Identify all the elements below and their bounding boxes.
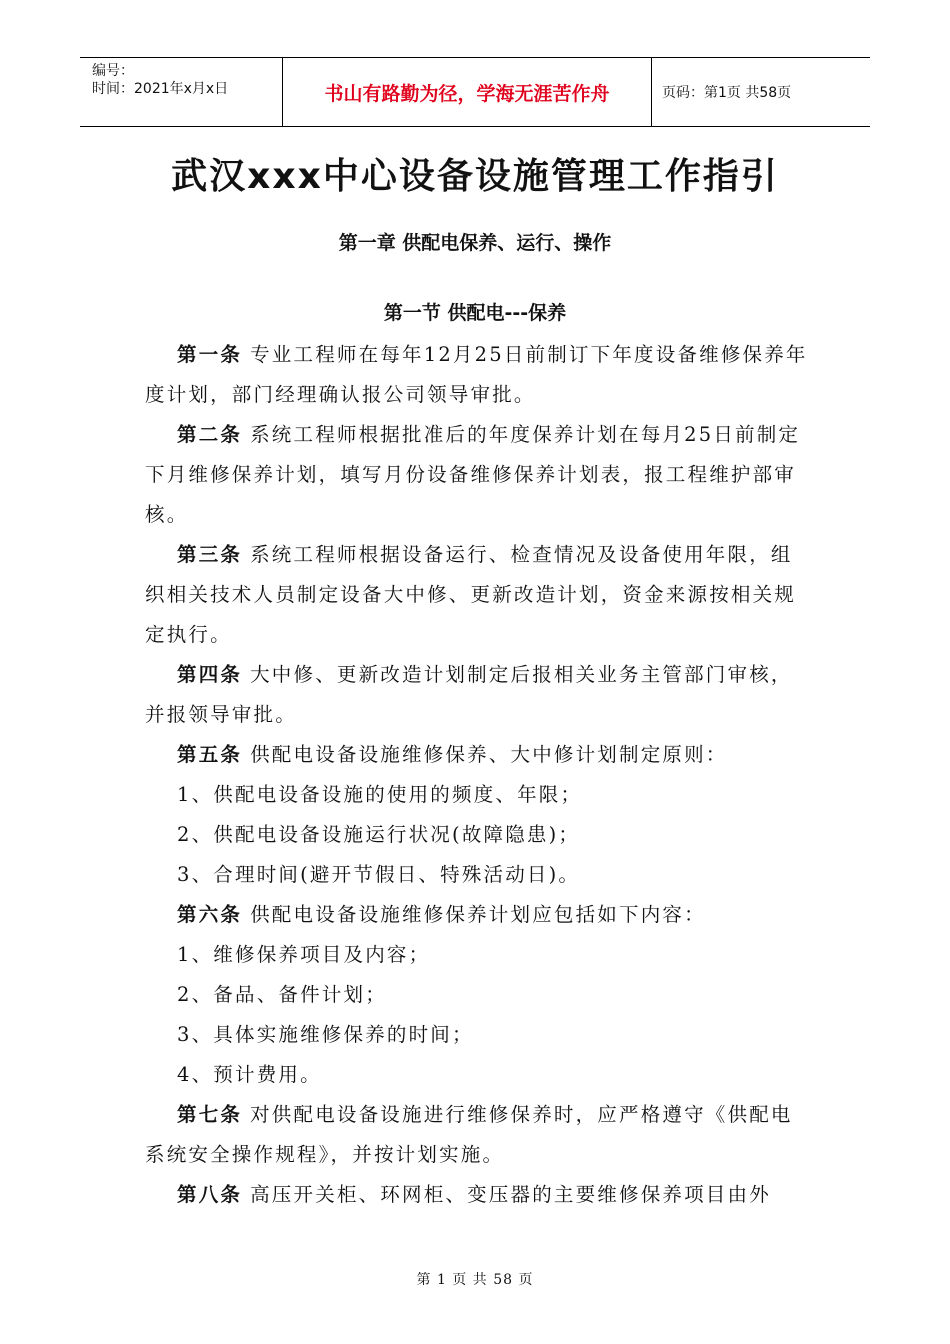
header-page-info: 页码：第1页 共58页 xyxy=(662,85,792,101)
paragraph-text: 系统工程师根据设备运行、检查情况及设备使用年限，组织相关技术人员制定设备大中修、更新改造计划，资金来源按相关规定执行。 xyxy=(145,543,797,646)
article-label: 第四条 xyxy=(177,663,243,686)
paragraph-text: 3、具体实施维修保养的时间； xyxy=(177,1023,474,1046)
paragraph-text: 4、预计费用。 xyxy=(177,1063,322,1086)
list-item xyxy=(145,775,810,815)
article-label: 第三条 xyxy=(177,543,243,566)
list-item xyxy=(145,1015,810,1055)
article-label: 第八条 xyxy=(177,1183,243,1206)
header-meta xyxy=(80,58,282,126)
list-item xyxy=(145,935,810,975)
paragraph-text: 系统工程师根据批准后的年度保养计划在每月25日前制定下月维修保养计划，填写月份设备维修保养计划表，报工程维护部审核。 xyxy=(145,423,801,526)
article-paragraph xyxy=(145,335,810,415)
article-paragraph xyxy=(145,1095,810,1175)
article-paragraph xyxy=(145,655,810,735)
header-motto: 书山有路勤为径，学海无涯苦作舟 xyxy=(282,58,652,126)
chapter-heading: 第一章 供配电保养、运行、操作 xyxy=(338,232,612,254)
paragraph-text: 供配电设备设施维修保养、大中修计划制定原则： xyxy=(250,743,728,766)
paragraph-text: 1、供配电设备设施的使用的频度、年限； xyxy=(177,783,583,806)
page-header xyxy=(80,57,870,127)
document-number-label: 编号： xyxy=(92,63,134,79)
article-label: 第一条 xyxy=(177,343,243,366)
list-item xyxy=(145,975,810,1015)
paragraph-text: 供配电设备设施维修保养计划应包括如下内容： xyxy=(250,903,706,926)
paragraph-text: 1、维修保养项目及内容； xyxy=(177,943,431,966)
article-paragraph xyxy=(145,895,810,935)
list-item xyxy=(145,855,810,895)
document-title: 武汉xxx中心设备设施管理工作指引 xyxy=(171,156,779,197)
article-label: 第五条 xyxy=(177,743,243,766)
article-paragraph xyxy=(145,1175,810,1215)
paragraph-text: 大中修、更新改造计划制定后报相关业务主管部门审核，并报领导审批。 xyxy=(145,663,793,726)
paragraph-text: 2、备品、备件计划； xyxy=(177,983,387,1006)
paragraph-text: 专业工程师在每年12月25日前制订下年度设备维修保养年度计划，部门经理确认报公司领导审批。 xyxy=(145,343,808,406)
paragraph-text: 高压开关柜、环网柜、变压器的主要维修保养项目由外 xyxy=(250,1183,771,1206)
article-label: 第二条 xyxy=(177,423,243,446)
article-paragraph xyxy=(145,415,810,535)
document-date: 时间：2021年x月x日 xyxy=(92,81,229,97)
article-paragraph xyxy=(145,735,810,775)
page-footer: 第 1 页 共 58 页 xyxy=(416,1272,534,1288)
article-paragraph xyxy=(145,535,810,655)
article-label: 第六条 xyxy=(177,903,243,926)
list-item xyxy=(145,815,810,855)
paragraph-text: 3、合理时间(避开节假日、特殊活动日)。 xyxy=(177,863,581,886)
section-heading: 第一节 供配电---保养 xyxy=(383,302,567,324)
article-label: 第七条 xyxy=(177,1103,243,1126)
paragraph-text: 2、供配电设备设施运行状况(故障隐患)； xyxy=(177,823,581,846)
document-body xyxy=(145,335,810,1215)
paragraph-text: 对供配电设备设施进行维修保养时，应严格遵守《供配电系统安全操作规程》，并按计划实施。 xyxy=(145,1103,793,1166)
list-item xyxy=(145,1055,810,1095)
